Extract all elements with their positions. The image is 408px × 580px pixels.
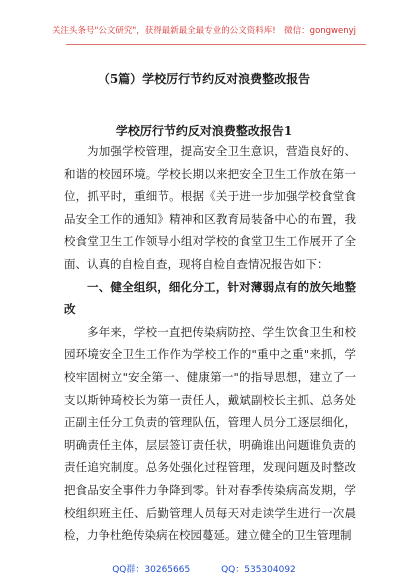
header-divider	[66, 44, 366, 45]
body-paragraph: 为加强学校管理，提高安全卫生意识，营造良好的、和谐的校园环境。学校长期以来把安全卫生工作放在第一位，抓平时，重细节。根据《关于进一步加强学校食堂食品安全工作的通知》精神和区教育局装备中心的布置，我校食堂卫生工作领导小组对学校的食堂卫生工作展开了全面、认真的自检自查，现将自检自查情况报告如下：	[64, 144, 356, 271]
footer-contact	[0, 562, 408, 575]
footer-qq-group: QQ群：30265665	[112, 565, 191, 575]
body-paragraph: 多年来，学校一直把传染病防控、学生饮食卫生和校园环境安全卫生工作作为学校工作的"重中之重"来抓，学校牢固树立"安全第一、健康第一"的指导思想，建立了一支以斯钟琦校长为第一责任人，戴斌副校长主抓、总务处正副主任分工负责的管理队伍，管理人员分工逐层细化，明确责任主体，层层签订责任状，明确谁出问题谁负责的责任追究制度。总务处强化过程管理，发现问题及时整改把食品安全事件力争降到零。针对春季传染病高发期，学校组织班主任、后勤管理人员每天对走读学生进行一次晨检，力争杜绝传染病在校园蔓延。建立健全的卫生管理制	[64, 324, 356, 543]
section-heading: 一、健全组织，细化分工，针对薄弱点有的放矢地整改	[64, 279, 356, 317]
document-body	[64, 140, 356, 547]
footer-qq: QQ：535304092	[221, 565, 296, 575]
document-title: （5篇）学校厉行节约反对浪费整改报告	[97, 72, 311, 86]
header-banner: 关注头条号"公文研究"，获得最新最全最专业的公文资料库! 微信：gongwenyj	[51, 26, 357, 36]
report-title: 学校厉行节约反对浪费整改报告1	[115, 124, 293, 138]
